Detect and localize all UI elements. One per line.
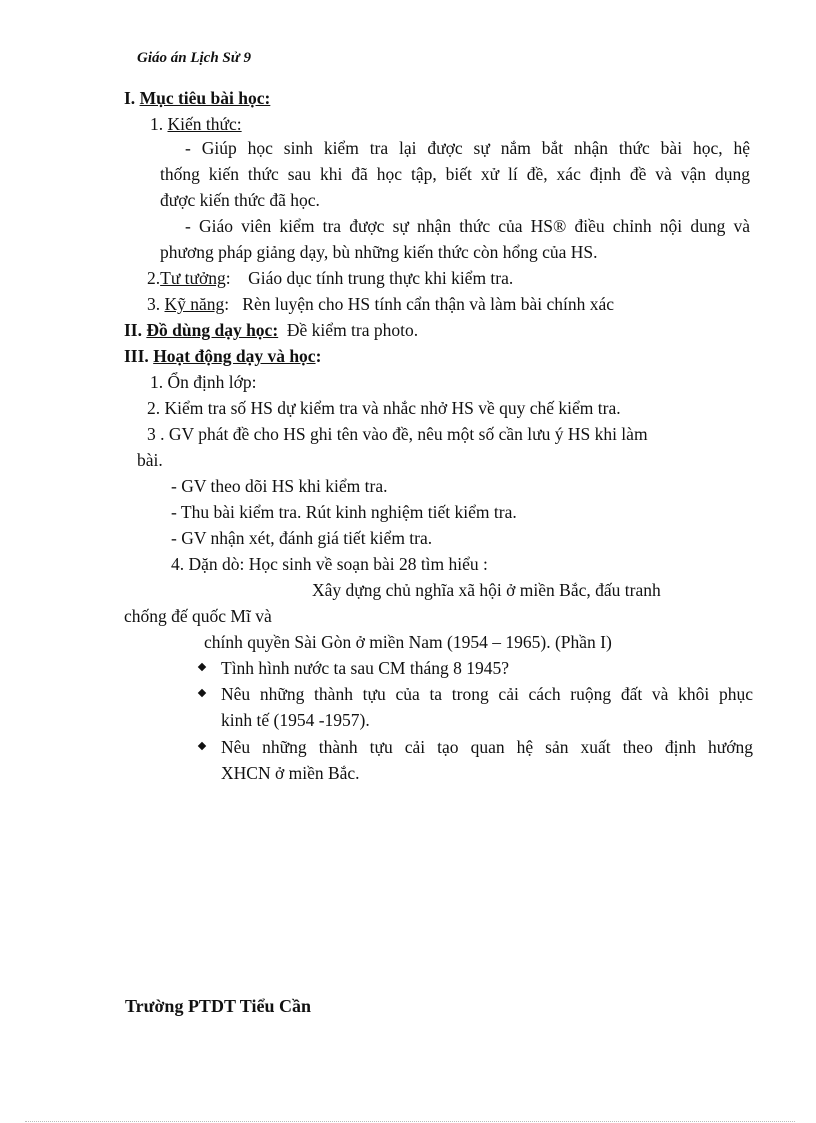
skill-title: Kỹ năng (164, 294, 225, 314)
section-2-text: Đề kiểm tra photo. (278, 320, 419, 340)
skill-text: : Rèn luyện cho HS tính cẩn thận và làm bài chính xác (224, 294, 615, 314)
bullet-3-line2: XHCN ở miền Bắc. (221, 763, 360, 783)
step-3-line2: bài. (137, 450, 163, 470)
knowledge-title: Kiến thức: (167, 114, 242, 134)
skill-line (147, 294, 614, 315)
knowledge-number: 1. (150, 114, 164, 134)
sub-item-1: - GV theo dõi HS khi kiểm tra. (171, 476, 388, 496)
knowledge-heading (150, 114, 242, 135)
bullet-1-line1: Tình hình nước ta sau CM tháng 8 1945? (221, 658, 510, 678)
section-3-heading (124, 346, 321, 367)
section-3-number: III. (124, 346, 149, 366)
lesson-title-line2: chống đế quốc Mĩ và (124, 606, 272, 626)
page-bottom-divider (25, 1121, 795, 1122)
section-1-number: I. (124, 88, 136, 108)
thought-number: 2. (147, 268, 161, 288)
bullet-2-line1: Nêu những thành tựu của ta trong cải cách ruộng đất và khôi phục (221, 684, 753, 704)
knowledge-p1-line3: được kiến thức đã học. (160, 190, 320, 210)
knowledge-p1-line2: thống kiến thức sau khi đã học tập, biết xử lí đề, xác định đề và vận dụng (160, 164, 750, 184)
section-2-title: Đồ dùng dạy học: (146, 320, 279, 340)
thought-text: : Giáo dục tính trung thực khi kiểm tra. (225, 268, 514, 288)
skill-number: 3. (147, 294, 161, 314)
diamond-bullet-icon (198, 689, 206, 697)
thought-title: Tư tưởng (160, 268, 226, 288)
knowledge-p2-line2: phương pháp giảng dạy, bù những kiến thức còn hổng của HS. (160, 242, 598, 262)
lesson-title-line1: Xây dựng chủ nghĩa xã hội ở miền Bắc, đấu tranh (312, 580, 661, 600)
section-2-number: II. (124, 320, 142, 340)
lesson-title-line3: chính quyền Sài Gòn ở miền Nam (1954 – 1965). (Phần I) (204, 632, 612, 652)
diamond-bullet-icon (198, 663, 206, 671)
footer-school-name: Trường PTDT Tiểu Cần (125, 996, 311, 1016)
section-2-line (124, 320, 418, 341)
section-3-colon: : (315, 346, 322, 366)
section-1-title: Mục tiêu bài học: (139, 88, 271, 108)
step-2: 2. Kiểm tra số HS dự kiểm tra và nhắc nhở HS về quy chế kiểm tra. (147, 398, 621, 418)
step-1: 1. Ổn định lớp: (150, 372, 257, 392)
diamond-bullet-icon (198, 742, 206, 750)
sub-item-2: - Thu bài kiểm tra. Rút kinh nghiệm tiết kiểm tra. (171, 502, 517, 522)
document-header: Giáo án Lịch Sử 9 (137, 50, 252, 66)
knowledge-p2-line1: - Giáo viên kiểm tra được sự nhận thức của HS® điều chỉnh nội dung và (185, 216, 750, 236)
bullet-3-line1: Nêu những thành tựu cải tạo quan hệ sản xuất theo định hướng (221, 737, 753, 757)
thought-line (147, 268, 513, 289)
bullet-2-line2: kinh tế (1954 -1957). (221, 710, 370, 730)
step-3-line1: 3 . GV phát đề cho HS ghi tên vào đề, nêu một số cần lưu ý HS khi làm (147, 424, 648, 444)
sub-item-3: - GV nhận xét, đánh giá tiết kiểm tra. (171, 528, 433, 548)
step-4: 4. Dặn dò: Học sinh về soạn bài 28 tìm hiểu : (171, 554, 488, 574)
section-3-title: Hoạt động dạy và học (153, 346, 316, 366)
knowledge-p1-line1: - Giúp học sinh kiểm tra lại được sự nắm bắt nhận thức bài học, hệ (185, 138, 750, 158)
section-1-heading (124, 88, 270, 109)
